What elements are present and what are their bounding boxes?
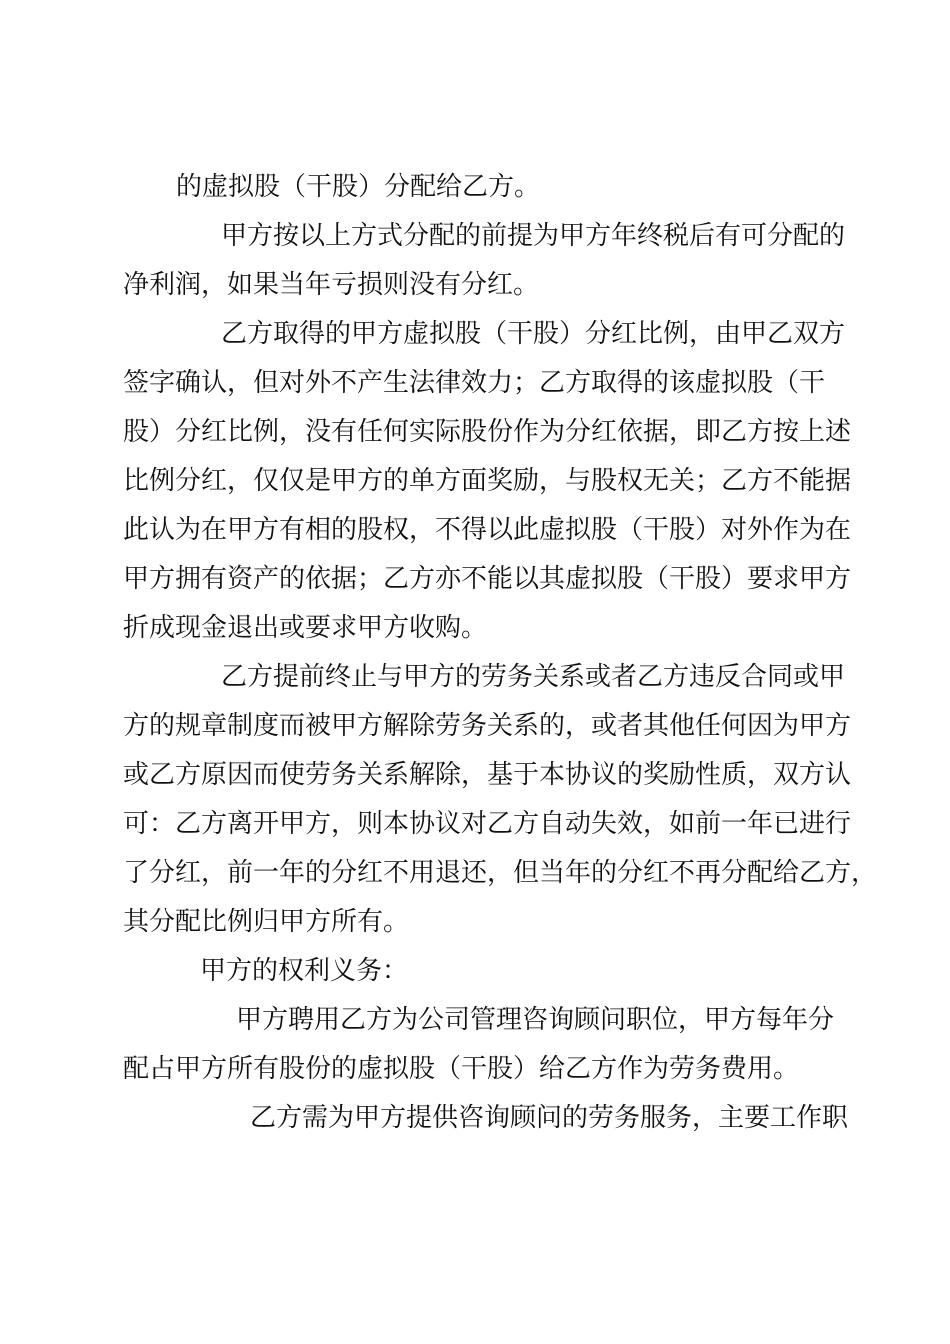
section-heading: 甲方的权利义务： <box>200 956 409 986</box>
text-line-9: 甲方拥有资产的依据；乙方亦不能以其虚拟股（干股）要求甲方 <box>123 564 852 594</box>
text-line-14: 可：乙方离开甲方，则本协议对乙方自动失效，如前一年已进行 <box>123 809 852 839</box>
text-line-18: 甲方聘用乙方为公司管理咨询顾问职位，甲方每年分 <box>236 1005 835 1035</box>
text-line-13: 或乙方原因而使劳务关系解除，基于本协议的奖励性质，双方认 <box>123 760 852 790</box>
text-line-11: 乙方提前终止与甲方的劳务关系或者乙方违反合同或甲 <box>221 662 846 692</box>
text-line-4: 乙方取得的甲方虚拟股（干股）分红比例，由甲乙双方 <box>221 319 846 349</box>
text-line-1: 的虚拟股（干股）分配给乙方。 <box>176 172 541 202</box>
text-line-3: 净利润，如果当年亏损则没有分红。 <box>123 270 540 300</box>
text-line-8: 此认为在甲方有相的股权，不得以此虚拟股（干股）对外作为在 <box>123 515 852 545</box>
text-line-7: 比例分红，仅仅是甲方的单方面奖励，与股权无关；乙方不能据 <box>123 466 852 496</box>
text-line-12: 方的规章制度而被甲方解除劳务关系的，或者其他任何因为甲方 <box>123 711 852 741</box>
text-line-15: 了分红，前一年的分红不用退还，但当年的分红不再分配给乙方， <box>123 858 878 888</box>
text-line-16: 其分配比例归甲方所有。 <box>123 907 410 937</box>
text-line-20: 乙方需为甲方提供咨询顾问的劳务服务，主要工作职 <box>250 1103 849 1133</box>
text-line-2: 甲方按以上方式分配的前提为甲方年终税后有可分配的 <box>221 221 846 251</box>
text-line-5: 签字确认，但对外不产生法律效力；乙方取得的该虚拟股（干 <box>123 368 826 398</box>
text-line-10: 折成现金退出或要求甲方收购。 <box>123 613 488 643</box>
text-line-19: 配占甲方所有股份的虚拟股（干股）给乙方作为劳务费用。 <box>123 1054 800 1084</box>
text-line-6: 股）分红比例，没有任何实际股份作为分红依据，即乙方按上述 <box>123 417 852 447</box>
